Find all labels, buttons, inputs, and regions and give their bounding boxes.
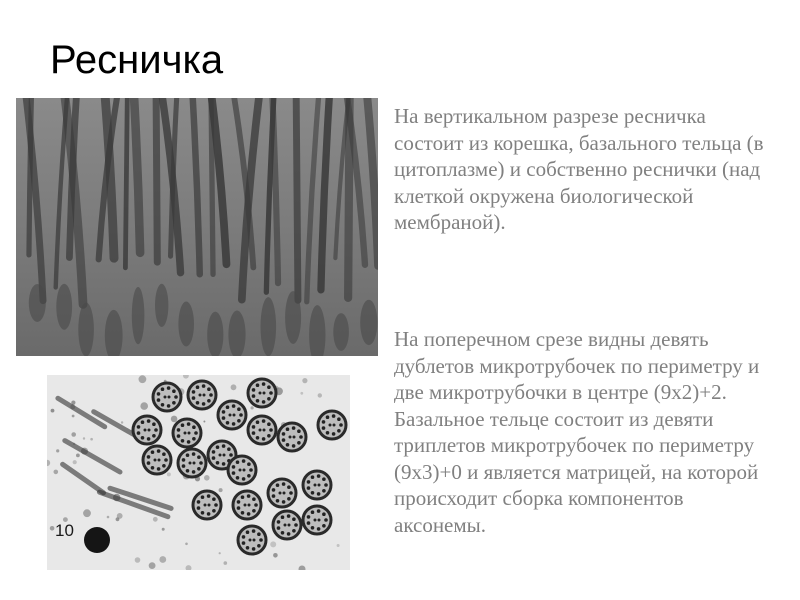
- longitudinal-section-micrograph: [16, 98, 378, 356]
- cilia-longitudinal-icon: [16, 98, 378, 356]
- cross-section-micrograph: [47, 375, 350, 570]
- cilia-cross-section-icon: [47, 375, 350, 570]
- paragraph-cross-section: На поперечном срезе видны девять дублетов микротрубочек по периметру и две микротрубочки в центре (9х2)+2. Базальное тельце состоит из девяти триплетов микротрубочек по периметру (9х3)+0 и является матрицей, на которой происходит сборка компонентов аксонемы.: [394, 327, 760, 537]
- paragraph-longitudinal: На вертикальном разрезе ресничка состоит из корешка, базального тельца (в цитоплазме) и собственно реснички (над клеткой окружена биологической мембраной).: [394, 104, 764, 234]
- slide-title: Ресничка: [50, 38, 224, 82]
- panel-label: 10: [55, 521, 74, 540]
